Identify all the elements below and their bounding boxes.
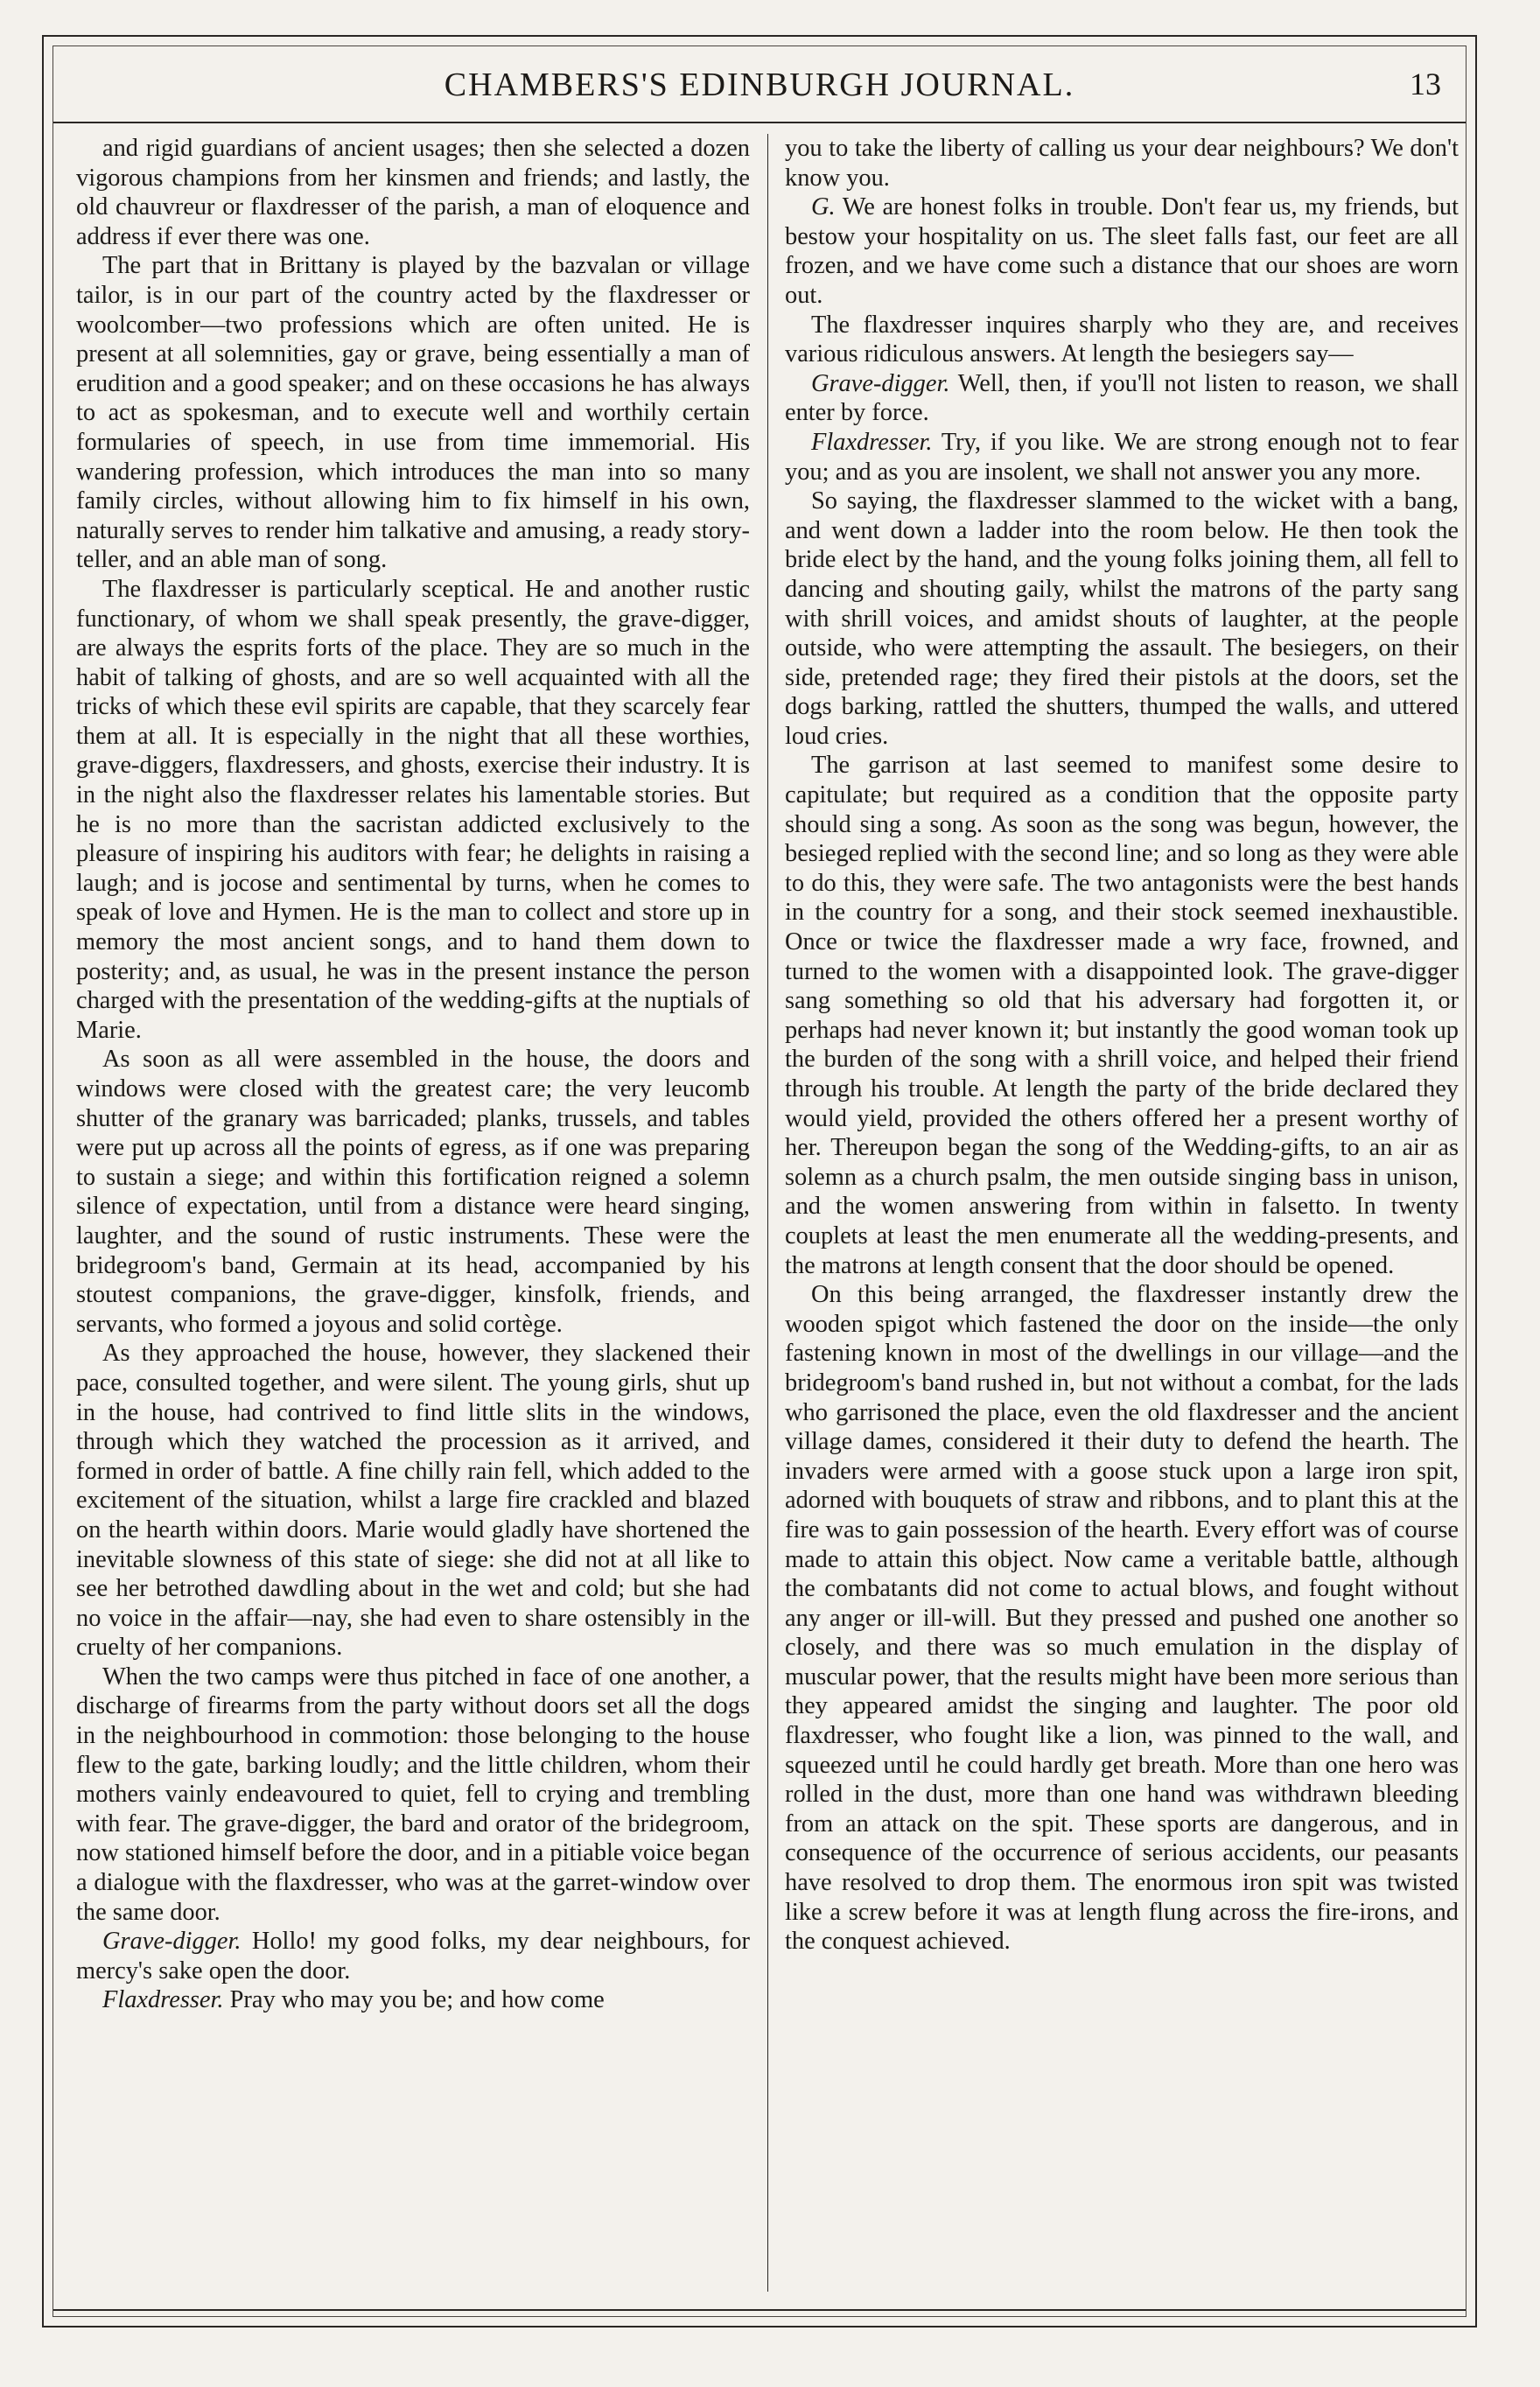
paragraph-text: We are honest folks in trouble. Don't fear us, my friends, but bestow your hospitality on us. The sleet falls fast, our feet are all frozen, and we have come such a distance that our shoes are worn out. [785,193,1459,309]
paragraph [785,369,1459,428]
paragraph-text: As they approached the house, however, they slackened their pace, consulted together, and were silent. The young girls, shut up in the house, had contrived to find little slits in the windows, through which they watched the procession as it arrived, and formed in order of battle. A fine chilly rain fell, which added to the excitement of the situation, whilst a large fire crackled and blazed on the hearth within doors. Marie would gladly have shortened the inevitable slowness of this state of siege: she did not at all like to see her betrothed dawdling about in the wet and cold; but she had no voice in the affair—nay, she had even to share ostensibly in the cruelty of her companions. [76,1340,750,1662]
paragraph-text: The flaxdresser inquires sharply who they are, and receives various ridiculous answers. At length the besiegers say— [785,311,1459,368]
paragraph-text: you to take the liberty of calling us your dear neighbours? We don't know you. [785,135,1459,192]
speaker-label: Flaxdresser. [811,428,933,456]
journal-page [42,35,1477,2328]
paragraph [785,311,1459,369]
paragraph [785,428,1459,486]
left-column [76,134,750,2015]
paragraph [76,1045,750,1339]
paragraph [785,134,1459,192]
column-divider [767,134,768,2292]
paragraph-text: Well, then, if you'll not listen to reason, we shall enter by force. [785,369,1459,427]
paragraph [76,1662,750,1927]
paragraph-text: As soon as all were assembled in the house, the doors and windows were closed with the greatest care; the very leucomb shutter of the granary was barricaded; planks, trussels, and tables were put up across all the points of egress, as if one was preparing to sustain a siege; and within this fortification reigned a solemn silence of expectation, until from a distance were heard singing, laughter, and the sound of rustic instruments. These were the bridegroom's band, Germain at its head, accompanied by his stoutest companions, the grave-digger, kinsfolk, friends, and servants, who formed a joyous and solid cortège. [76,1046,750,1338]
page-frame [52,46,1466,2317]
paragraph-text: On this being arranged, the flaxdresser instantly drew the wooden spigot which fastened the door on the inside—the only fastening known in most of the dwellings in our village—and the bridegroom's band rushed in, but not without a combat, for the lads who garrisoned the place, even the old flaxdresser and the ancient village dames, considered it their duty to defend the hearth. The invaders were armed with a goose stuck upon a large iron spit, adorned with bouquets of straw and ribbons, and to plant this at the fire was to gain possession of the hearth. Every effort was of course made to attain this object. Now came a veritable battle, although the combatants did not come to actual blows, and fought without any anger or ill-will. But they pressed and pushed one another so closely, and there was so much emulation in the display of muscular power, that the results might have been more serious than they appeared amidst the singing and laughter. The poor old flaxdresser, who fought like a lion, was pinned to the wall, and squeezed until he could hardly get breath. More than one hero was rolled in the dust, more than one hand was withdrawn bleeding from an attack on the spit. These sports are dangerous, and in consequence of the occurrence of serious accidents, our peasants have resolved to drop them. The enormous iron spit was twisted like a screw before it was at length flung across the fire-irons, and the conquest achieved. [785,1281,1459,1956]
paragraph-text: So saying, the flaxdresser slammed to the wicket with a bang, and went down a ladder into the room below. He then took the bride elect by the hand, and the young folks joining them, all fell to dancing and shouting gaily, whilst the matrons of the party sang with shrill voices, and amidst shouts of laughter, at the people outside, who were attempting the assault. The besiegers, on their side, pretended rage; they fired their pistols at the doors, set the dogs barking, rattled the shutters, thumped the walls, and uttered loud cries. [785,487,1459,750]
footer-rule [53,2309,1466,2311]
page-header [53,46,1466,123]
paragraph-text: The part that in Brittany is played by the bazvalan or village tailor, is in our part of the country acted by the flaxdresser or woolcomber—two professions which are often united. He is present at all solemnities, gay or grave, being essentially a man of erudition and a good speaker; and on these occasions he has always to act as spokesman, and to execute well and worthily certain formularies of speech, in use from time immemorial. His wandering profession, which introduces the man into so many family circles, without allowing him to fix himself in his own, naturally serves to render him talkative and amusing, a ready story-teller, and an able man of song. [76,252,750,574]
paragraph-text: When the two camps were thus pitched in face of one another, a discharge of firearms from the party without doors set all the dogs in the neighbourhood in commotion: those belonging to the house flew to the gate, barking loudly; and the little children, whom their mothers vainly endeavoured to quiet, fell to crying and trembling with fear. The grave-digger, the bard and orator of the bridegroom, now stationed himself before the door, and in a pitiable voice began a dialogue with the flaxdresser, who was at the garret-window over the same door. [76,1662,750,1926]
paragraph [785,192,1459,310]
paragraph [76,1339,750,1662]
paragraph [785,486,1459,751]
paragraph-text: The garrison at last seemed to manifest some desire to capitulate; but required as a condition that the opposite party should sing a song. As soon as the song was begun, however, the besieged replied with the second line; and so long as they were able to do this, they were safe. The two antagonists were the best hands in the country for a song, and their stock seemed inexhaustible. Once or twice the flaxdresser made a wry face, frowned, and turned to the women with a disappointed look. The grave-digger sang something so old that his adversary had forgotten it, or perhaps had never known it; but instantly the good woman took up the burden of the song with a shrill voice, and helped their friend through his trouble. At length the party of the bride declared they would yield, provided the others offered her a present worthy of her. Thereupon began the song of the Wedding-gifts, to an air as solemn as a church psalm, the men outside singing bass in unison, and the women answering from within in falsetto. In twenty couplets at least the men enumerate all the wedding-presents, and the matrons at length consent that the door should be opened. [785,752,1459,1279]
paragraph-text: Pray who may you be; and how come [229,1986,605,2014]
paragraph-text: Hollo! my good folks, my dear neighbours, for mercy's sake open the door. [76,1928,750,1984]
paragraph [76,134,750,251]
speaker-label: Flaxdresser. [102,1986,224,2014]
speaker-label: G. [811,193,836,221]
paragraph [76,251,750,575]
paragraph [785,751,1459,1280]
paragraph-text: and rigid guardians of ancient usages; then she selected a dozen vigorous champions from her kinsmen and friends; and lastly, the old chauvreur or flaxdresser of the parish, a man of eloquence and address if ever there was one. [76,135,750,250]
right-column [785,134,1459,1956]
page-number: 13 [1410,66,1441,102]
paragraph [785,1280,1459,1956]
paragraph-text: The flaxdresser is particularly sceptical. He and another rustic functionary, of whom we shall speak presently, the grave-digger, are always the esprits forts of the place. They are so much in the habit of talking of ghosts, and are so well acquainted with all the tricks of which these evil spirits are capable, that they scarcely fear them at all. It is especially in the night that all these worthies, grave-diggers, flaxdressers, and ghosts, exercise their industry. It is in the night also the flaxdresser relates his lamentable stories. But he is no more than the sacristan addicted exclusively to the pleasure of inspiring his auditors with fear; he delights in raising a laugh; and is jocose and sentimental by turns, when he comes to speak of love and Hymen. He is the man to collect and store up in memory the most ancient songs, and to hand them down to posterity; and, as usual, he was in the present instance the person charged with the presentation of the wedding-gifts at the nuptials of Marie. [76,575,750,1044]
paragraph [76,1985,750,2015]
paragraph [76,575,750,1046]
paragraph-text: Try, if you like. We are strong enough not to fear you; and as you are insolent, we shall not answer you any more. [785,428,1459,486]
speaker-label: Grave-digger. [811,369,950,397]
paragraph [76,1927,750,1985]
journal-title: CHAMBERS'S EDINBURGH JOURNAL. [444,66,1075,103]
speaker-label: Grave-digger. [102,1928,242,1956]
